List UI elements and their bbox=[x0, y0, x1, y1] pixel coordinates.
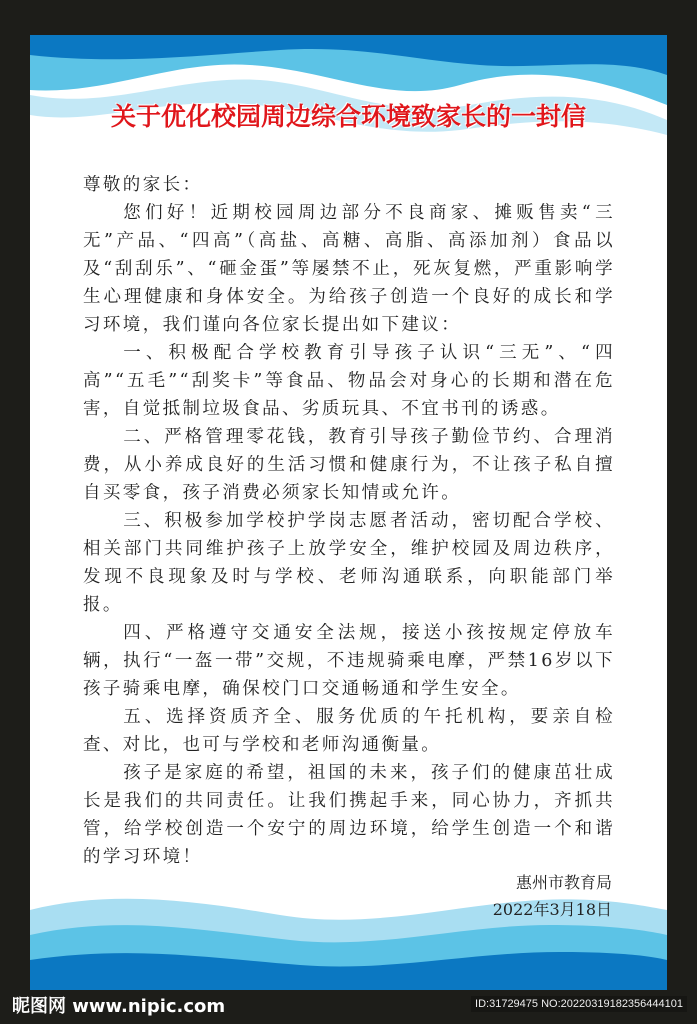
paragraph-closing: 孩子是家庭的希望，祖国的未来，孩子们的健康茁壮成长是我们的共同责任。让我们携起手来，同心协力，齐抓共管，给学校创造一个安宁的周边环境，给学生创造一个和谐的学习环境！ bbox=[83, 763, 615, 867]
paragraph-intro: 您们好！近期校园周边部分不良商家、摊贩售卖“三无”产品、“四高”（高盐、高糖、高脂、高添加剂）食品以及“刮刮乐”、“砸金蛋”等屡禁不止，死灰复燃，严重影响学生心理健康和身体安全。为给孩子创造一个良好的成长和学习环境，我们谨向各位家长提出如下建议： bbox=[83, 203, 615, 335]
signature-date: 2022年3月18日 bbox=[492, 900, 612, 919]
letter-title: 关于优化校园周边综合环境致家长的一封信 bbox=[110, 102, 586, 131]
paragraph-suggestion-5: 五、选择资质齐全、服务优质的午托机构，要亲自检查、对比，也可与学校和老师沟通衡量。 bbox=[83, 707, 615, 755]
paragraph-suggestion-3: 三、积极参加学校护学岗志愿者活动，密切配合学校、相关部门共同维护孩子上放学安全，维护校园及周边秩序，发现不良现象及时与学校、老师沟通联系，向职能部门举报。 bbox=[83, 511, 615, 615]
watermark-id: ID:31729475 NO:20220319182356444101 bbox=[471, 996, 687, 1012]
paragraph-suggestion-1: 一、积极配合学校教育引导孩子认识“三无”、“四高”“五毛”“刮奖卡”等食品、物品会对身心的长期和潜在危害，自觉抵制垃圾食品、劣质玩具、不宜书刊的诱惑。 bbox=[83, 343, 615, 419]
paragraph-suggestion-4: 四、严格遵守交通安全法规，接送小孩按规定停放车辆，执行“一盔一带”交规，不违规骑乘电摩，严禁16岁以下孩子骑乘电摩，确保校门口交通畅通和学生安全。 bbox=[83, 623, 615, 699]
watermark-site: 昵图网 www.nipic.com bbox=[12, 996, 226, 1017]
greeting: 尊敬的家长： bbox=[83, 175, 203, 195]
signature-org: 惠州市教育局 bbox=[515, 873, 612, 892]
paragraph-suggestion-2: 二、严格管理零花钱，教育引导孩子勤俭节约、合理消费，从小养成良好的生活习惯和健康行为，不让孩子私自擅自买零食，孩子消费必须家长知情或允许。 bbox=[83, 427, 615, 503]
letter-body bbox=[83, 171, 615, 871]
poster bbox=[30, 35, 667, 990]
